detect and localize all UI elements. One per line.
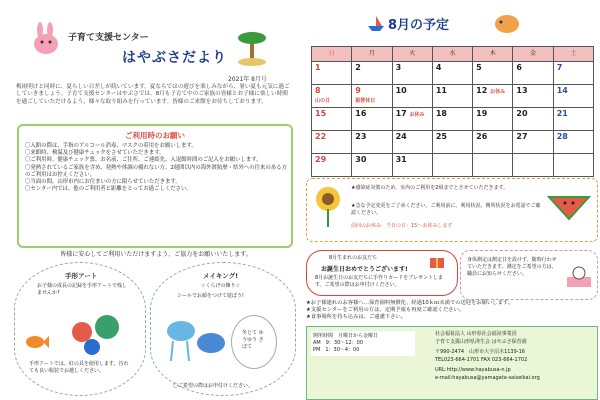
calendar-day: 30: [352, 154, 392, 177]
meiking-box: [150, 262, 296, 396]
birthday-box: [306, 250, 458, 296]
hours-am: AM 9：30～12：00: [313, 340, 364, 346]
calendar-day: 27: [513, 131, 553, 154]
closing-text: 皆様に安心してご利用いただけますよう、ご協力をお願いいたします。: [60, 251, 252, 258]
info-block: [306, 300, 596, 321]
calendar-day: 13: [513, 85, 553, 108]
usage-item: 〇来館時、検温及び健康チェックをさせていただきます。: [25, 150, 165, 157]
closed-label: お休み: [409, 112, 425, 118]
meiking-title: メイキング!: [203, 272, 239, 280]
mosquito-coil-pig-icon: [492, 12, 522, 38]
scale-icon: [565, 265, 593, 293]
dow-mon: 月: [352, 47, 392, 62]
craft-title: 手形アート: [65, 272, 98, 280]
calendar-title: 8月の予定: [388, 18, 450, 33]
calendar-day: [473, 85, 513, 108]
calendar-day-number: 12: [476, 86, 488, 95]
usage-item: 〇ご利用時、健康チェック票、お名前、ご住所、ご連絡先、入退館時間のご記入をお願いします。: [25, 157, 262, 164]
sunflower-icon: [311, 185, 345, 233]
calendar-day: [553, 154, 593, 177]
birthday-detail: 8月お誕生日のお友だちに手作りカードをプレゼントします。ご希望の際はお申付けください。: [315, 275, 443, 288]
craft-box: [14, 262, 146, 396]
dow-sun: 日: [312, 47, 352, 62]
calendar-day-number: 9: [355, 86, 361, 95]
gift-icon: [429, 253, 445, 272]
birthday-title: 8月生まれのお友だち: [329, 255, 378, 261]
holiday-label: 山の日: [315, 98, 331, 104]
newsletter-title: はやぶさだより: [122, 50, 227, 66]
calendar-week: [312, 108, 594, 131]
calendar-day: 15: [312, 108, 352, 131]
usage-item: 〇発熱されているご家族を含め、発熱や体調の優れない方、2週間以内の海外渡航歴・県外への往来のある方のご利用はお控えください。: [25, 164, 287, 178]
calendar-day: 26: [473, 131, 513, 154]
watermelon-icon: [547, 195, 591, 225]
info-line: ★食事場所を持ち込みは、ご遠慮下さい。: [306, 314, 407, 320]
calendar-day: 29: [312, 154, 352, 177]
notice-line2: ★急な予定変更をご了承ください。ご利用前に、利用状況、開所状況をお電話でご確認ください。: [351, 203, 541, 216]
meiking-note: 〇ご希望の際はお申付けください。: [173, 383, 254, 389]
health-text: 身体測定は測定日を設けず、随時行わせていただきます。測定をご希望の方は、職員にお知らせください。: [467, 257, 557, 277]
office-url[interactable]: URL:http://www.hayabusa-n.jp: [435, 367, 511, 373]
calendar-day: 22: [312, 131, 352, 154]
dow-tue: 火: [392, 47, 432, 62]
speech-balloon: [231, 315, 277, 369]
calendar-header-row: [312, 47, 594, 62]
calendar-day: 31: [392, 154, 432, 177]
calendar-day: 16: [352, 108, 392, 131]
calendar-day: 28: [553, 131, 593, 154]
calendar-week: [312, 62, 594, 85]
calendar-day: [473, 154, 513, 177]
center-name: 子育て支援センター: [68, 33, 149, 43]
info-line: ★支援センターをご利用の方は、定期予報も再度ご確認ください。: [306, 307, 465, 313]
calendar-day: [312, 85, 352, 108]
usage-item: 〇当面の間、山形市内にお住まいの方に限らせていただきます。: [25, 179, 181, 186]
calendar-day: [392, 108, 432, 131]
office-info-box: [306, 326, 598, 400]
dow-wed: 水: [432, 47, 472, 62]
calendar-day: 1: [312, 62, 352, 85]
dow-thu: 木: [473, 47, 513, 62]
handprint-art-image: [67, 307, 127, 361]
calendar-week: [312, 131, 594, 154]
craft-line1: お子様の成長の記録を手形アートで残しませんか?: [37, 283, 127, 296]
calendar-day: 20: [513, 108, 553, 131]
hours-title: 開所時間 月曜日から金曜日: [313, 333, 379, 339]
issue-date: 2021年 8月号: [228, 76, 267, 83]
calendar-day: 7: [553, 62, 593, 85]
calendar-day: [352, 85, 392, 108]
calendar-day: [513, 154, 553, 177]
palm-tree-icon: [236, 26, 268, 70]
calendar-day: 24: [392, 131, 432, 154]
calendar-day: 5: [473, 62, 513, 85]
rabbit-icon: [30, 22, 62, 60]
calendar-week: [312, 85, 594, 108]
calendar-day: 4: [432, 62, 472, 85]
calendar-day: 25: [432, 131, 472, 154]
calendar-day: 2: [352, 62, 392, 85]
health-box: [460, 250, 598, 300]
usage-title: ご利用時のお願い: [125, 131, 185, 140]
usage-box: [17, 124, 293, 248]
boat-icon: [366, 14, 386, 36]
jellyfish-craft-image: [161, 313, 231, 373]
notice-line3: 前回のお休み 当日の日：15～お休みします: [351, 223, 453, 229]
office-center: 子育て支援山形県済生会 はやぶさ保育園: [435, 339, 527, 345]
balloon-text: 冬とて ゆうゆう さぼて: [242, 330, 264, 350]
calendar-day: 11: [432, 85, 472, 108]
office-email[interactable]: e-mail:hayabusa@yamagata-saiseikai.org: [435, 375, 540, 381]
hours-pm: PM 1：30～4：00: [313, 347, 360, 353]
calendar-day-number: 8: [315, 86, 321, 95]
office-postal: 〒990-2474 山形市大字沼木1139-16: [435, 349, 525, 355]
craft-line2: 手形アートでは、紅の具を使用します。汚れても良い服装でお越しください。: [29, 361, 129, 374]
calendar-day: 3: [392, 62, 432, 85]
info-line: ★お子様連れのお客様へ…保育園料無償化、経過10ｋｍ未満での送迎をお願いします。: [306, 300, 514, 306]
calendar-day: 18: [432, 108, 472, 131]
hours-box: [311, 331, 415, 356]
calendar-day: 10: [392, 85, 432, 108]
dow-sat: 土: [553, 47, 593, 62]
usage-list: [25, 143, 287, 193]
intro-text: 梅雨明けと同時に、夏らしい日差しが続いています。夏ならではの遊びを楽しみながら、暑い夏も元気に過ごしていきましょう。子育て支援センターはやぶさでは、8月も子育て中のご家族の皆様とお子様に楽しい時間を過ごしていただけるよう、様々な取り組みを行っています。皆様のご来館をお待ちしております。: [16, 84, 290, 105]
usage-item: 〇センター内では、他のご利用者と距離をとってお過ごしください。: [25, 186, 192, 193]
birthday-greeting: お誕生日おめでとうございます!: [321, 266, 408, 273]
calendar-day: 23: [352, 131, 392, 154]
substitute-label: 振替休日: [355, 98, 376, 104]
notice-line1: ★感染症対策のため、室内のご利用を2組までとさせていただきます。: [351, 185, 509, 191]
office-tel: TEL023-664-1701 FAX 023-664-1702: [435, 357, 528, 363]
notice-box: [306, 178, 598, 242]
calendar-day: [432, 154, 472, 177]
calendar-week: [312, 154, 594, 177]
closed-label: お休み: [490, 89, 506, 95]
meiking-subtitle: ☆くらげの飾り☆: [201, 283, 240, 289]
dow-fri: 金: [513, 47, 553, 62]
meiking-line1: シールでお顔をつけて遊ぼう!: [177, 293, 244, 299]
calendar-day: 14: [553, 85, 593, 108]
calendar-day: 21: [553, 108, 593, 131]
usage-item: 〇入館の際は、手指のアルコール消毒、マスクの着用をお願いします。: [25, 143, 197, 149]
calendar-day: 19: [473, 108, 513, 131]
calendar-table: [311, 46, 594, 177]
calendar-day-number: 17: [395, 109, 407, 118]
office-org: 社会福祉法人 山形県社会福祉事業団: [435, 331, 517, 337]
calendar-day: 6: [513, 62, 553, 85]
goldfish-icon: [25, 333, 49, 355]
